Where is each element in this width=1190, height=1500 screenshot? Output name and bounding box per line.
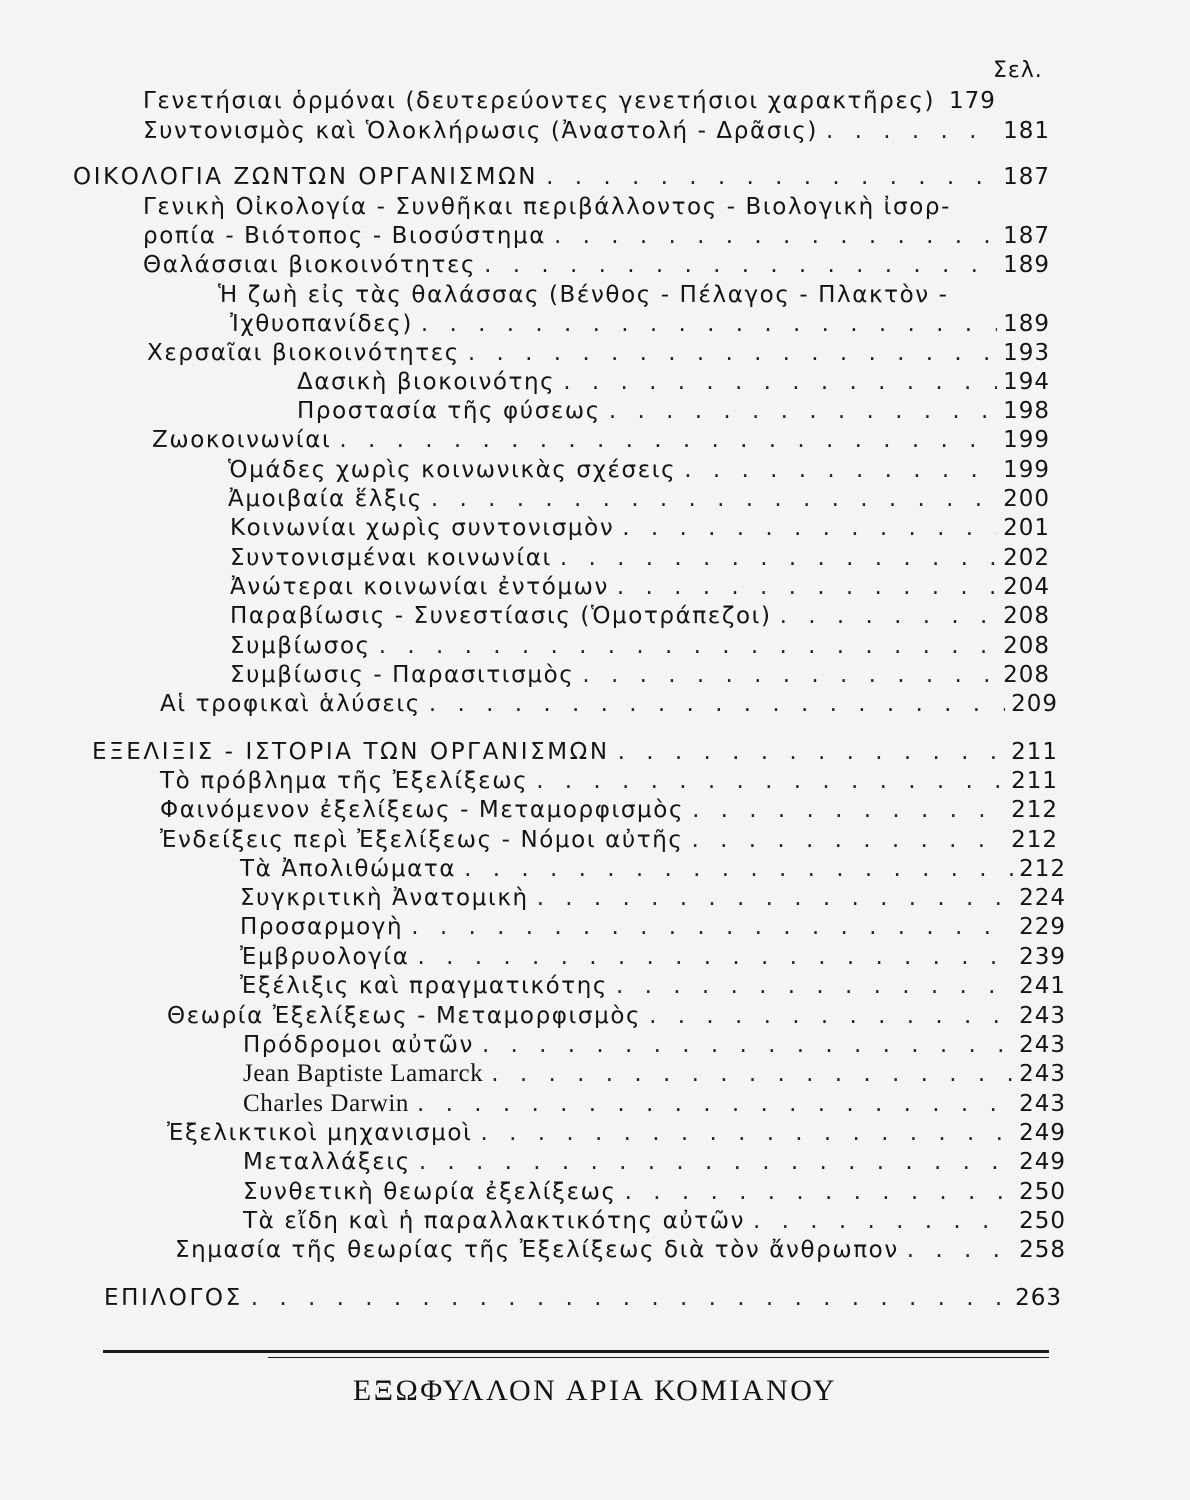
toc-entry-title: Πρόδρομοι αὐτῶν xyxy=(243,1032,474,1058)
toc-entry-title: Φαινόμενον ἐξελίξεως - Μεταμορφισμὸς xyxy=(160,797,685,823)
toc-entry-page: 250 xyxy=(1019,1179,1066,1205)
toc-entry-title: Ἐμβρυολογία xyxy=(240,944,410,970)
toc-entry-title: Μεταλλάξεις xyxy=(243,1149,411,1175)
toc-entry xyxy=(243,1177,1066,1207)
toc-entry-page: 209 xyxy=(1011,691,1058,717)
leader-dots xyxy=(826,116,997,146)
toc-entry xyxy=(230,660,1050,690)
leader-dots xyxy=(563,367,997,397)
toc-section-title: ΕΠΙΛΟΓΟΣ xyxy=(104,1285,243,1311)
toc-section xyxy=(104,1283,1062,1313)
toc-entry-page: 211 xyxy=(1011,768,1058,794)
toc-entry-page: 193 xyxy=(1003,340,1050,366)
leader-dots xyxy=(379,631,997,661)
leader-dots xyxy=(546,162,997,192)
toc-entry xyxy=(230,513,1050,543)
leader-dots xyxy=(684,455,997,485)
toc-entry-title: Συντονισμὸς καὶ Ὁλοκλήρωσις (Ἀναστολή - Δρᾶσις) xyxy=(143,118,818,144)
leader-dots xyxy=(429,689,1005,719)
toc-entry-title: Προσαρμογὴ xyxy=(240,914,404,940)
toc-entry-title: Συγκριτικὴ Ἀνατομικὴ xyxy=(240,885,529,911)
toc-entry-title: Charles Darwin xyxy=(243,1090,409,1117)
leader-dots xyxy=(537,883,1013,913)
toc-entry-title-line2: ροπία - Βιότοπος - Βιοσύστημα xyxy=(143,223,546,249)
toc-entry-page: 243 xyxy=(1019,1061,1066,1087)
toc-entry-title: Συντονισμέναι κοινωνίαι xyxy=(230,545,552,571)
toc-entry-page: 224 xyxy=(1019,885,1066,911)
toc-entry-title: Δασικὴ βιοκοινότης xyxy=(297,369,556,395)
toc-entry-page: 189 xyxy=(1003,252,1050,278)
toc-entry-title: Σημασία τῆς θεωρίας τῆς Ἐξελίξεως διὰ τὸν ἄνθρωπον xyxy=(175,1237,899,1263)
leader-dots xyxy=(491,1059,1013,1089)
leader-dots xyxy=(431,484,997,514)
toc-entry-title: Συμβίωσις - Παρασιτισμὸς xyxy=(230,662,575,688)
toc-entry-title: Ὁμάδες χωρὶς κοινωνικὰς σχέσεις xyxy=(228,457,677,483)
toc-entry-page: 250 xyxy=(1019,1208,1066,1234)
leader-dots xyxy=(753,1206,1013,1236)
toc-entry-title: Ἀνώτεραι κοινωνίαι ἐντόμων xyxy=(230,574,609,600)
toc-entry xyxy=(143,116,1050,146)
toc-entry-page: 212 xyxy=(1011,827,1058,853)
toc-entry-page: 258 xyxy=(1019,1237,1066,1263)
toc-entry-title: Τὸ πρόβλημα τῆς Ἐξελίξεως xyxy=(160,768,529,794)
toc-entry-title: Συνθετικὴ θεωρία ἐξελίξεως xyxy=(243,1179,617,1205)
leader-dots xyxy=(609,396,997,426)
toc-entry xyxy=(167,1001,1066,1031)
toc-entry-title: Jean Baptiste Lamarck xyxy=(243,1060,484,1087)
toc-entry xyxy=(243,1030,1066,1060)
toc-entry-page: 202 xyxy=(1003,545,1050,571)
toc-entry xyxy=(243,1089,1066,1119)
toc-entry-page: 208 xyxy=(1003,633,1050,659)
toc-entry xyxy=(228,455,1050,485)
toc-entry-page: 189 xyxy=(1003,311,1050,337)
toc-entry xyxy=(230,572,1050,602)
toc-entry xyxy=(175,1235,1066,1265)
toc-entry xyxy=(243,1059,1066,1089)
toc-entry-title: Ἐξέλιξις καὶ πραγματικότης xyxy=(240,973,609,999)
toc-entry-title: Τὰ εἴδη καὶ ἡ παραλλακτικότης αὐτῶν xyxy=(243,1208,746,1234)
toc-entry-page: 208 xyxy=(1003,603,1050,629)
leader-dots xyxy=(484,250,997,280)
toc-entry xyxy=(160,689,1058,719)
leader-dots xyxy=(692,825,1006,855)
toc-entry xyxy=(160,795,1058,825)
toc-entry xyxy=(240,912,1066,942)
leader-dots xyxy=(421,309,997,339)
toc-entry-page: 243 xyxy=(1019,1003,1066,1029)
leader-dots xyxy=(464,854,1013,884)
leader-dots xyxy=(536,766,1005,796)
toc-entry-page: 208 xyxy=(1003,662,1050,688)
toc-entry xyxy=(243,1147,1066,1177)
toc-entry xyxy=(240,971,1066,1001)
toc-entry-title: Προστασία τῆς φύσεως xyxy=(297,398,601,424)
toc-entry-page: 249 xyxy=(1019,1149,1066,1175)
toc-entry xyxy=(147,338,1050,368)
toc-entry xyxy=(143,86,1050,116)
toc-entry-title: Χερσαῖαι βιοκοινότητες xyxy=(147,340,460,366)
toc-section xyxy=(73,162,1050,192)
leader-dots xyxy=(617,572,997,602)
toc-entry-page: 199 xyxy=(1003,457,1050,483)
toc-entry-page: 241 xyxy=(1019,973,1066,999)
toc-entry-title: Αἱ τροφικαὶ ἁλύσεις xyxy=(160,691,421,717)
toc-entry-title: Ζωοκοινωνίαι xyxy=(152,427,332,453)
toc-entry xyxy=(230,601,1050,631)
toc-entry-title-line1: Ἡ ζωὴ εἰς τὰς θαλάσσας (Βένθος - Πέλαγος - Πλακτὸν - xyxy=(218,282,949,308)
leader-dots xyxy=(625,1177,1014,1207)
toc-section-title: ΟΙΚΟΛΟΓΙΑ ΖΩΝΤΩΝ ΟΡΓΑΝΙΣΜΩΝ xyxy=(73,164,539,190)
toc-entry-page: 249 xyxy=(1019,1120,1066,1146)
toc-entry-title: Συμβίωσος xyxy=(230,633,371,659)
toc-entry xyxy=(167,1118,1066,1148)
toc-entry-page: 200 xyxy=(1003,486,1050,512)
divider-rule-thin xyxy=(268,1357,1049,1358)
leader-dots xyxy=(468,338,997,368)
toc-entry-page: 212 xyxy=(1011,797,1058,823)
toc-entry-title: Θεωρία Ἐξελίξεως - Μεταμορφισμὸς xyxy=(167,1003,642,1029)
leader-dots xyxy=(482,1030,1013,1060)
toc-entry-page: 243 xyxy=(1019,1032,1066,1058)
toc-entry-title: Γενετήσιαι ὁρμόναι (δευτερεύοντες γενετήσιοι χαρακτῆρες) xyxy=(143,88,936,114)
leader-dots xyxy=(251,1283,1009,1313)
toc-entry-page: 201 xyxy=(1003,515,1050,541)
toc-entry xyxy=(152,425,1050,455)
leader-dots xyxy=(417,942,1013,972)
toc-entry-page: 212 xyxy=(1019,856,1066,882)
toc-entry xyxy=(143,221,1050,251)
toc-entry xyxy=(230,309,1050,339)
toc-entry-page: 198 xyxy=(1003,398,1050,424)
toc-entry-title-line1: Γενικὴ Οἰκολογία - Συνθῆκαι περιβάλλοντος - Βιολογικὴ ἰσορ- xyxy=(143,194,952,220)
leader-dots xyxy=(339,425,997,455)
toc-entry xyxy=(240,854,1066,884)
toc-section xyxy=(92,737,1058,767)
toc-entry xyxy=(230,543,1050,573)
leader-dots xyxy=(692,795,1005,825)
toc-entry-page: 181 xyxy=(1003,118,1050,144)
leader-dots xyxy=(560,543,997,573)
leader-dots xyxy=(649,1001,1013,1031)
toc-entry xyxy=(240,942,1066,972)
toc-entry xyxy=(243,1206,1066,1236)
toc-entry xyxy=(297,396,1050,426)
toc-entry-title-line2: Ἰχθυοπανίδες) xyxy=(230,311,413,337)
toc-entry xyxy=(160,825,1058,855)
leader-dots xyxy=(616,971,1013,1001)
toc-section-title: ΕΞΕΛΙΞΙΣ - ΙΣΤΟΡΙΑ ΤΩΝ ΟΡΓΑΝΙΣΜΩΝ xyxy=(92,739,610,765)
cover-credit: ΕΞΩΦΥΛΛΟΝ ΑΡΙΑ ΚΟΜΙΑΝΟΥ xyxy=(352,1374,838,1407)
toc-entry-page: 204 xyxy=(1003,574,1050,600)
page-column-label: Σελ. xyxy=(993,58,1043,83)
toc-entry-title: Ἐξελικτικοὶ μηχανισμοὶ xyxy=(167,1120,473,1146)
toc-entry-page: 243 xyxy=(1019,1091,1066,1117)
toc-section-page: 187 xyxy=(1003,164,1050,190)
divider-rule-thick xyxy=(103,1350,1049,1353)
toc-entry xyxy=(297,367,1050,397)
toc-entry xyxy=(143,250,1050,280)
toc-entry-title: Τὰ Ἀπολιθώματα xyxy=(240,856,457,882)
toc-entry-title: Παραβίωσις - Συνεστίασις (Ὁμοτράπεζοι) xyxy=(230,603,772,629)
toc-section-page: 263 xyxy=(1015,1285,1062,1311)
toc-entry xyxy=(240,883,1066,913)
toc-entry xyxy=(160,766,1058,796)
toc-entry-page: 179 xyxy=(949,88,996,114)
leader-dots xyxy=(622,513,997,543)
leader-dots xyxy=(411,912,1013,942)
toc-entry-title: Ἐνδείξεις περὶ Ἐξελίξεως - Νόμοι αὐτῆς xyxy=(160,827,684,853)
toc-entry-title: Θαλάσσιαι βιοκοινότητες xyxy=(143,252,477,278)
toc-entry-page: 187 xyxy=(1003,223,1050,249)
toc-entry-page: 199 xyxy=(1003,427,1050,453)
leader-dots xyxy=(480,1118,1013,1148)
toc-entry-title: Κοινωνίαι χωρὶς συντονισμὸν xyxy=(230,515,615,541)
leader-dots xyxy=(419,1147,1013,1177)
leader-dots xyxy=(618,737,1005,767)
leader-dots xyxy=(554,221,997,251)
toc-entry-page: 229 xyxy=(1019,914,1066,940)
leader-dots xyxy=(780,601,998,631)
toc-entry xyxy=(228,484,1050,514)
toc-entry-page: 194 xyxy=(1003,369,1050,395)
toc-entry xyxy=(230,631,1050,661)
leader-dots xyxy=(417,1089,1013,1119)
leader-dots xyxy=(582,660,997,690)
toc-entry-title: Ἀμοιβαία ἕλξις xyxy=(228,486,423,512)
leader-dots xyxy=(907,1235,1013,1265)
toc-entry-page: 239 xyxy=(1019,944,1066,970)
toc-section-page: 211 xyxy=(1011,739,1058,765)
